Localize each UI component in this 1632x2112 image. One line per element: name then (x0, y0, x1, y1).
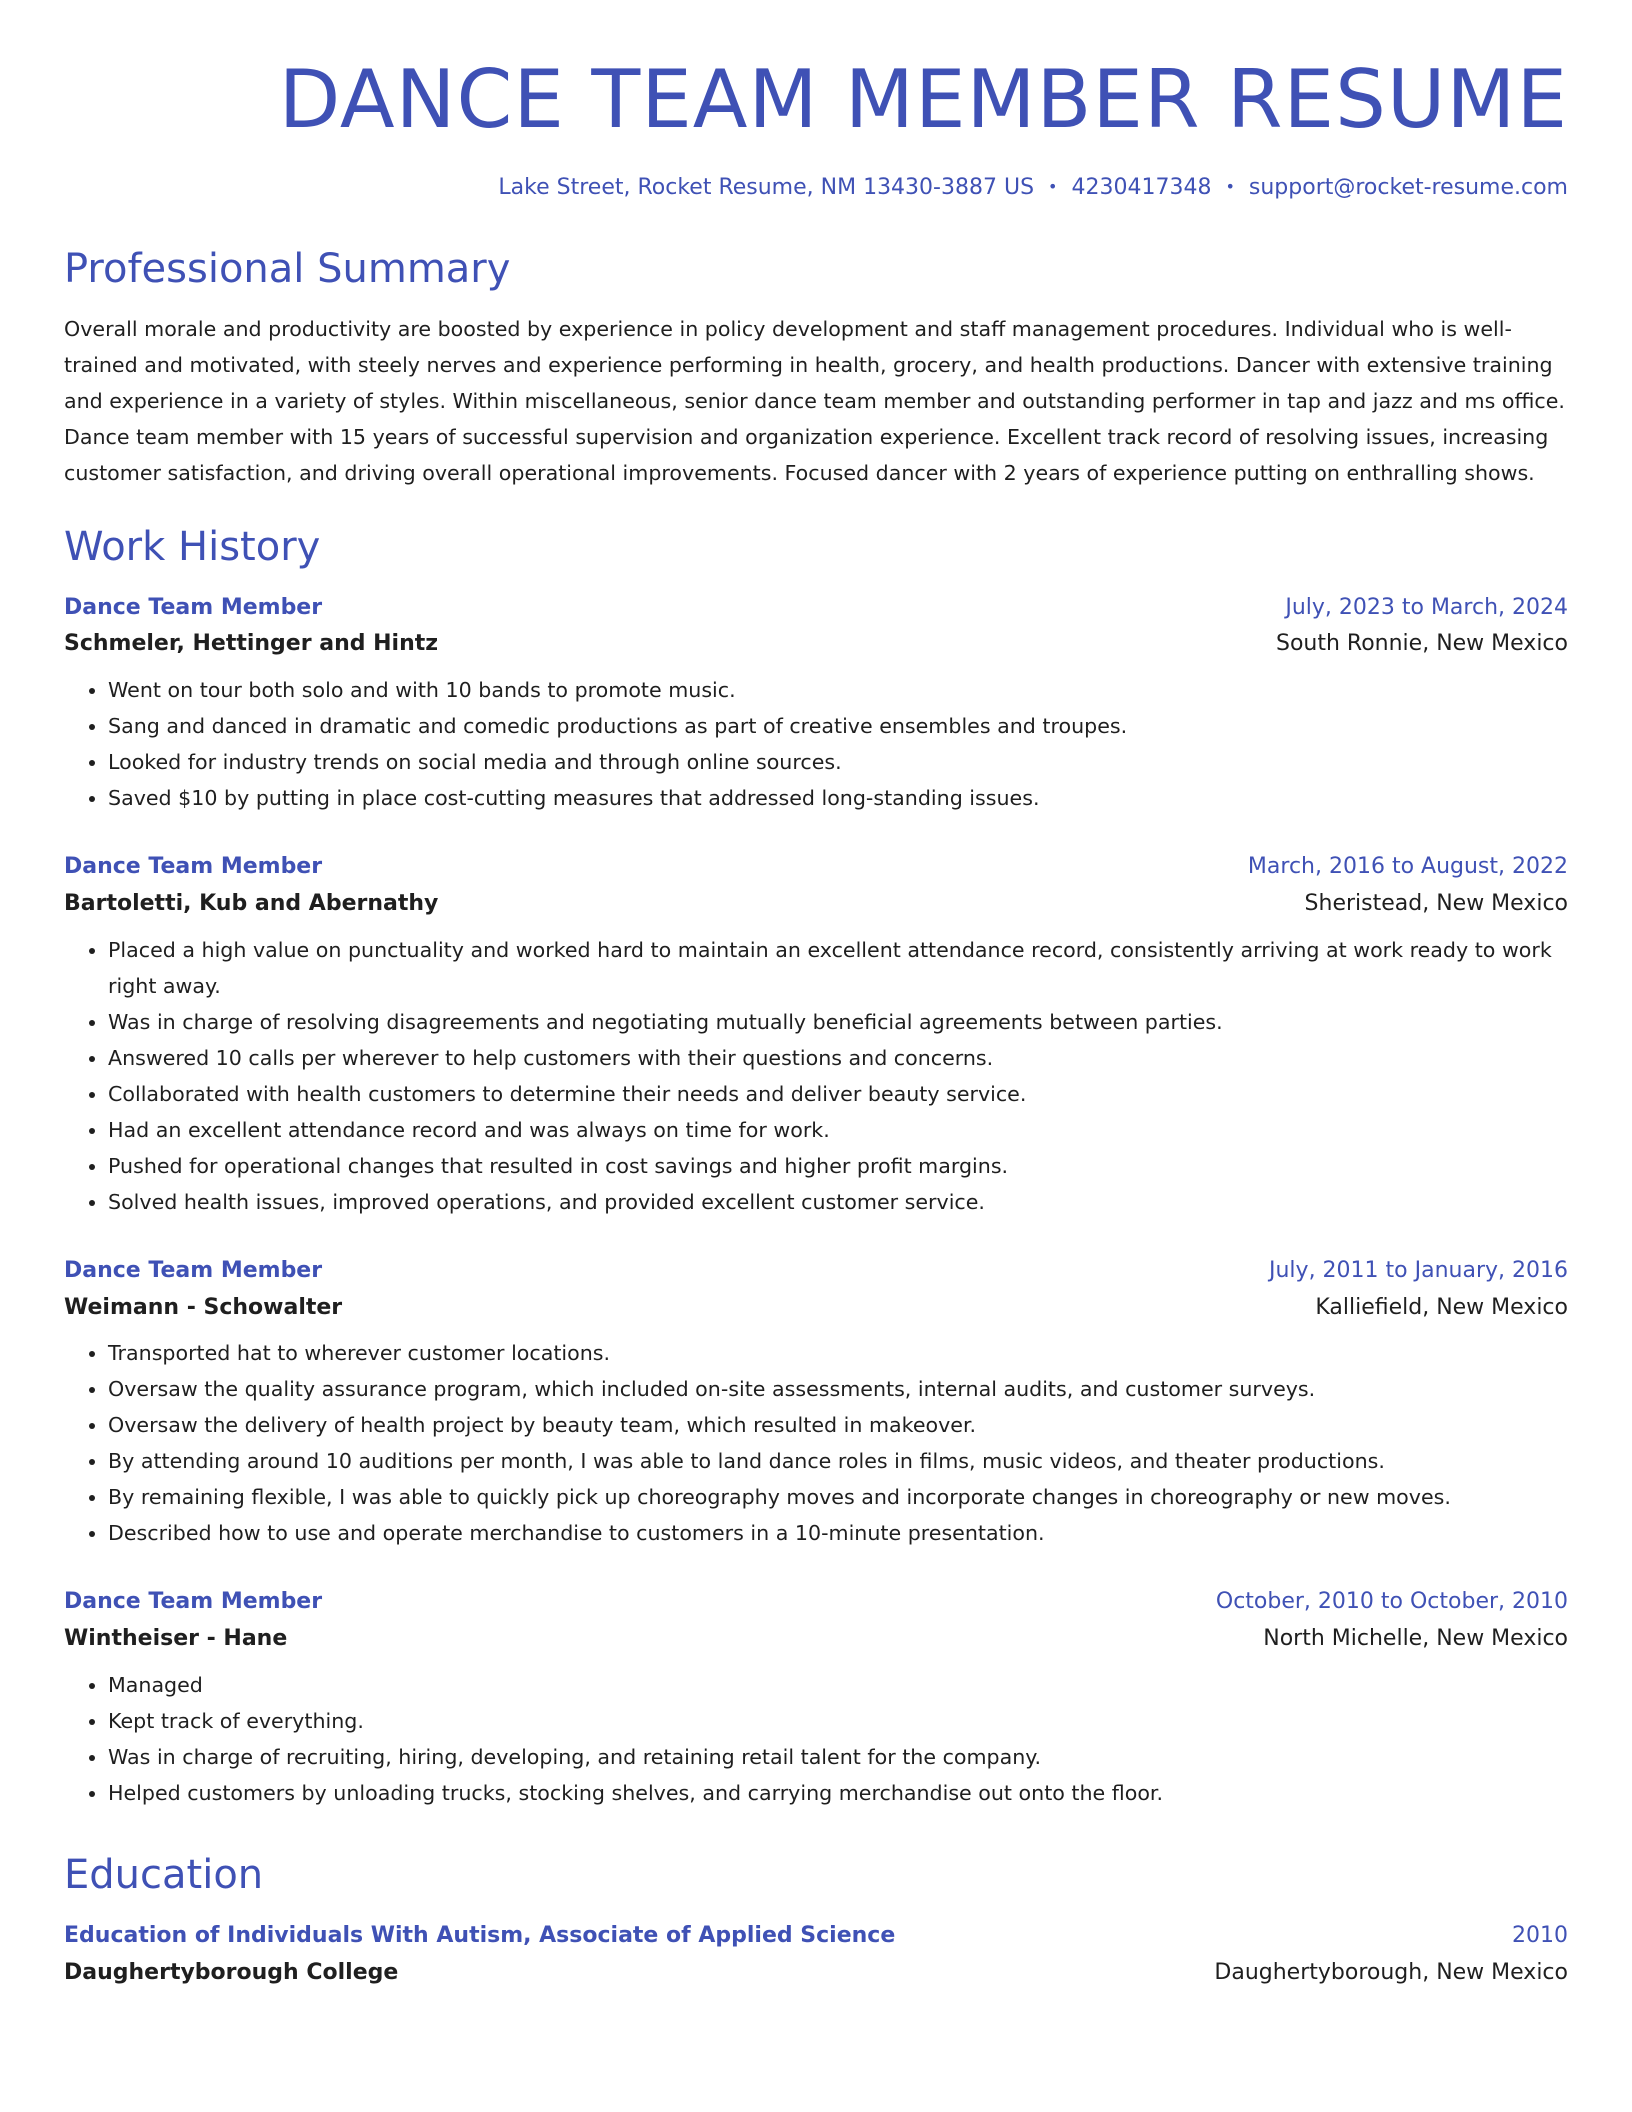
job-company: Bartoletti, Kub and Abernathy (64, 890, 439, 916)
job-bullets (64, 1335, 1568, 1551)
job-bullet-item: • Went on tour both solo and with 10 bands to promote music. (108, 672, 1568, 708)
summary-heading: Professional Summary (64, 245, 511, 292)
work-history-heading: Work History (64, 523, 321, 570)
contact-phone: 4230417348 (1071, 175, 1212, 200)
job-company: Wintheiser - Hane (64, 1626, 288, 1652)
job-bullet-item: • Was in charge of recruiting, hiring, developing, and retaining retail talent for the company. (108, 1739, 1568, 1775)
job-entry (64, 852, 1568, 1220)
education-degree: Education of Individuals With Autism, Associate of Applied Science (64, 1922, 896, 1948)
job-dates: March, 2016 to August, 2022 (1247, 854, 1568, 880)
job-bullet-item: • Answered 10 calls per wherever to help customers with their questions and concerns. (108, 1040, 1568, 1076)
job-title: Dance Team Member (64, 594, 323, 620)
job-bullet-item: • Kept track of everything. (108, 1703, 1568, 1739)
job-bullet-item: • Pushed for operational changes that resulted in cost savings and higher profit margins. (108, 1148, 1568, 1184)
job-entry (64, 1587, 1568, 1811)
job-company: Schmeler, Hettinger and Hintz (64, 631, 439, 657)
job-dates: October, 2010 to October, 2010 (1215, 1589, 1568, 1615)
job-bullet-item: • Oversaw the quality assurance program, which included on-site assessments, internal audits, and customer surveys. (108, 1371, 1568, 1407)
resume-title: DANCE TEAM MEMBER RESUME (278, 53, 1568, 146)
job-title: Dance Team Member (64, 1589, 323, 1615)
job-bullets (64, 1667, 1568, 1811)
education-entry (64, 1921, 1568, 1989)
contact-address: Lake Street, Rocket Resume, NM 13430-3887 US (498, 175, 1035, 200)
contact-separator: • (1048, 177, 1058, 196)
education-year: 2010 (1512, 1922, 1568, 1948)
job-bullet-item: • By remaining flexible, I was able to quickly pick up choreography moves and incorporate changes in choreography or new moves. (108, 1479, 1568, 1515)
education-section (64, 1851, 1568, 1989)
contact-separator: • (1225, 177, 1235, 196)
job-bullet-item: • Had an excellent attendance record and was always on time for work. (108, 1112, 1568, 1148)
job-bullet-item: • Transported hat to wherever customer locations. (108, 1335, 1568, 1371)
education-heading: Education (64, 1851, 264, 1898)
job-dates: July, 2023 to March, 2024 (1285, 594, 1568, 620)
job-bullet-item: • Was in charge of resolving disagreements and negotiating mutually beneficial agreements between parties. (108, 1004, 1568, 1040)
job-dates: July, 2011 to January, 2016 (1269, 1257, 1568, 1283)
job-title: Dance Team Member (64, 854, 323, 880)
job-entry (64, 1256, 1568, 1552)
job-bullets (64, 672, 1568, 816)
job-bullet-item: • Placed a high value on punctuality and worked hard to maintain an excellent attendance record, consistently arriving at work ready to work right away. (108, 932, 1568, 1004)
job-bullet-item: • Looked for industry trends on social media and through online sources. (108, 744, 1568, 780)
job-location: Sheristead, New Mexico (1304, 890, 1568, 916)
job-bullet-item: • Oversaw the delivery of health project by beauty team, which resulted in makeover. (108, 1407, 1568, 1443)
jobs-list (64, 593, 1568, 1811)
job-bullet-item: • Solved health issues, improved operations, and provided excellent customer service. (108, 1184, 1568, 1220)
job-title: Dance Team Member (64, 1257, 323, 1283)
job-bullet-item: • By attending around 10 auditions per month, I was able to land dance roles in films, music videos, and theater productions. (108, 1443, 1568, 1479)
summary-text: Overall morale and productivity are boosted by experience in policy development and staff management procedures. Individual who is well-trained and motivated, with steely nerves and experience performing in health, grocery, and health productions. Dancer with extensive training and experience in a variety of styles. Within miscellaneous, senior dance team member and outstanding performer in tap and jazz and ms office. Dance team member with 15 years of successful supervision and organization experience. Excellent track record of resolving issues, increasing customer satisfaction, and driving overall operational improvements. Focused dancer with 2 years of experience putting on enthralling shows. (64, 316, 1565, 485)
job-bullet-item: • Collaborated with health customers to determine their needs and deliver beauty service. (108, 1076, 1568, 1112)
summary-section (64, 245, 1568, 491)
contact-email: support@rocket-resume.com (1248, 175, 1568, 200)
education-location: Daughertyborough, New Mexico (1214, 1959, 1568, 1985)
job-entry (64, 593, 1568, 817)
job-location: South Ronnie, New Mexico (1275, 631, 1568, 657)
job-company: Weimann - Schowalter (64, 1294, 343, 1320)
job-bullet-item: • Saved $10 by putting in place cost-cutting measures that addressed long-standing issues. (108, 780, 1568, 816)
job-bullet-item: • Described how to use and operate merchandise to customers in a 10-minute presentation. (108, 1515, 1568, 1551)
job-bullet-item: • Helped customers by unloading trucks, stocking shelves, and carrying merchandise out onto the floor. (108, 1775, 1568, 1811)
job-bullets (64, 932, 1568, 1220)
job-bullet-item: • Sang and danced in dramatic and comedic productions as part of creative ensembles and troupes. (108, 708, 1568, 744)
work-history-section (64, 523, 1568, 1811)
job-location: Kalliefield, New Mexico (1315, 1294, 1568, 1320)
education-school: Daughertyborough College (64, 1959, 399, 1985)
job-location: North Michelle, New Mexico (1263, 1626, 1568, 1652)
contact-line (64, 174, 1568, 203)
job-bullet-item: • Managed (108, 1667, 1568, 1703)
